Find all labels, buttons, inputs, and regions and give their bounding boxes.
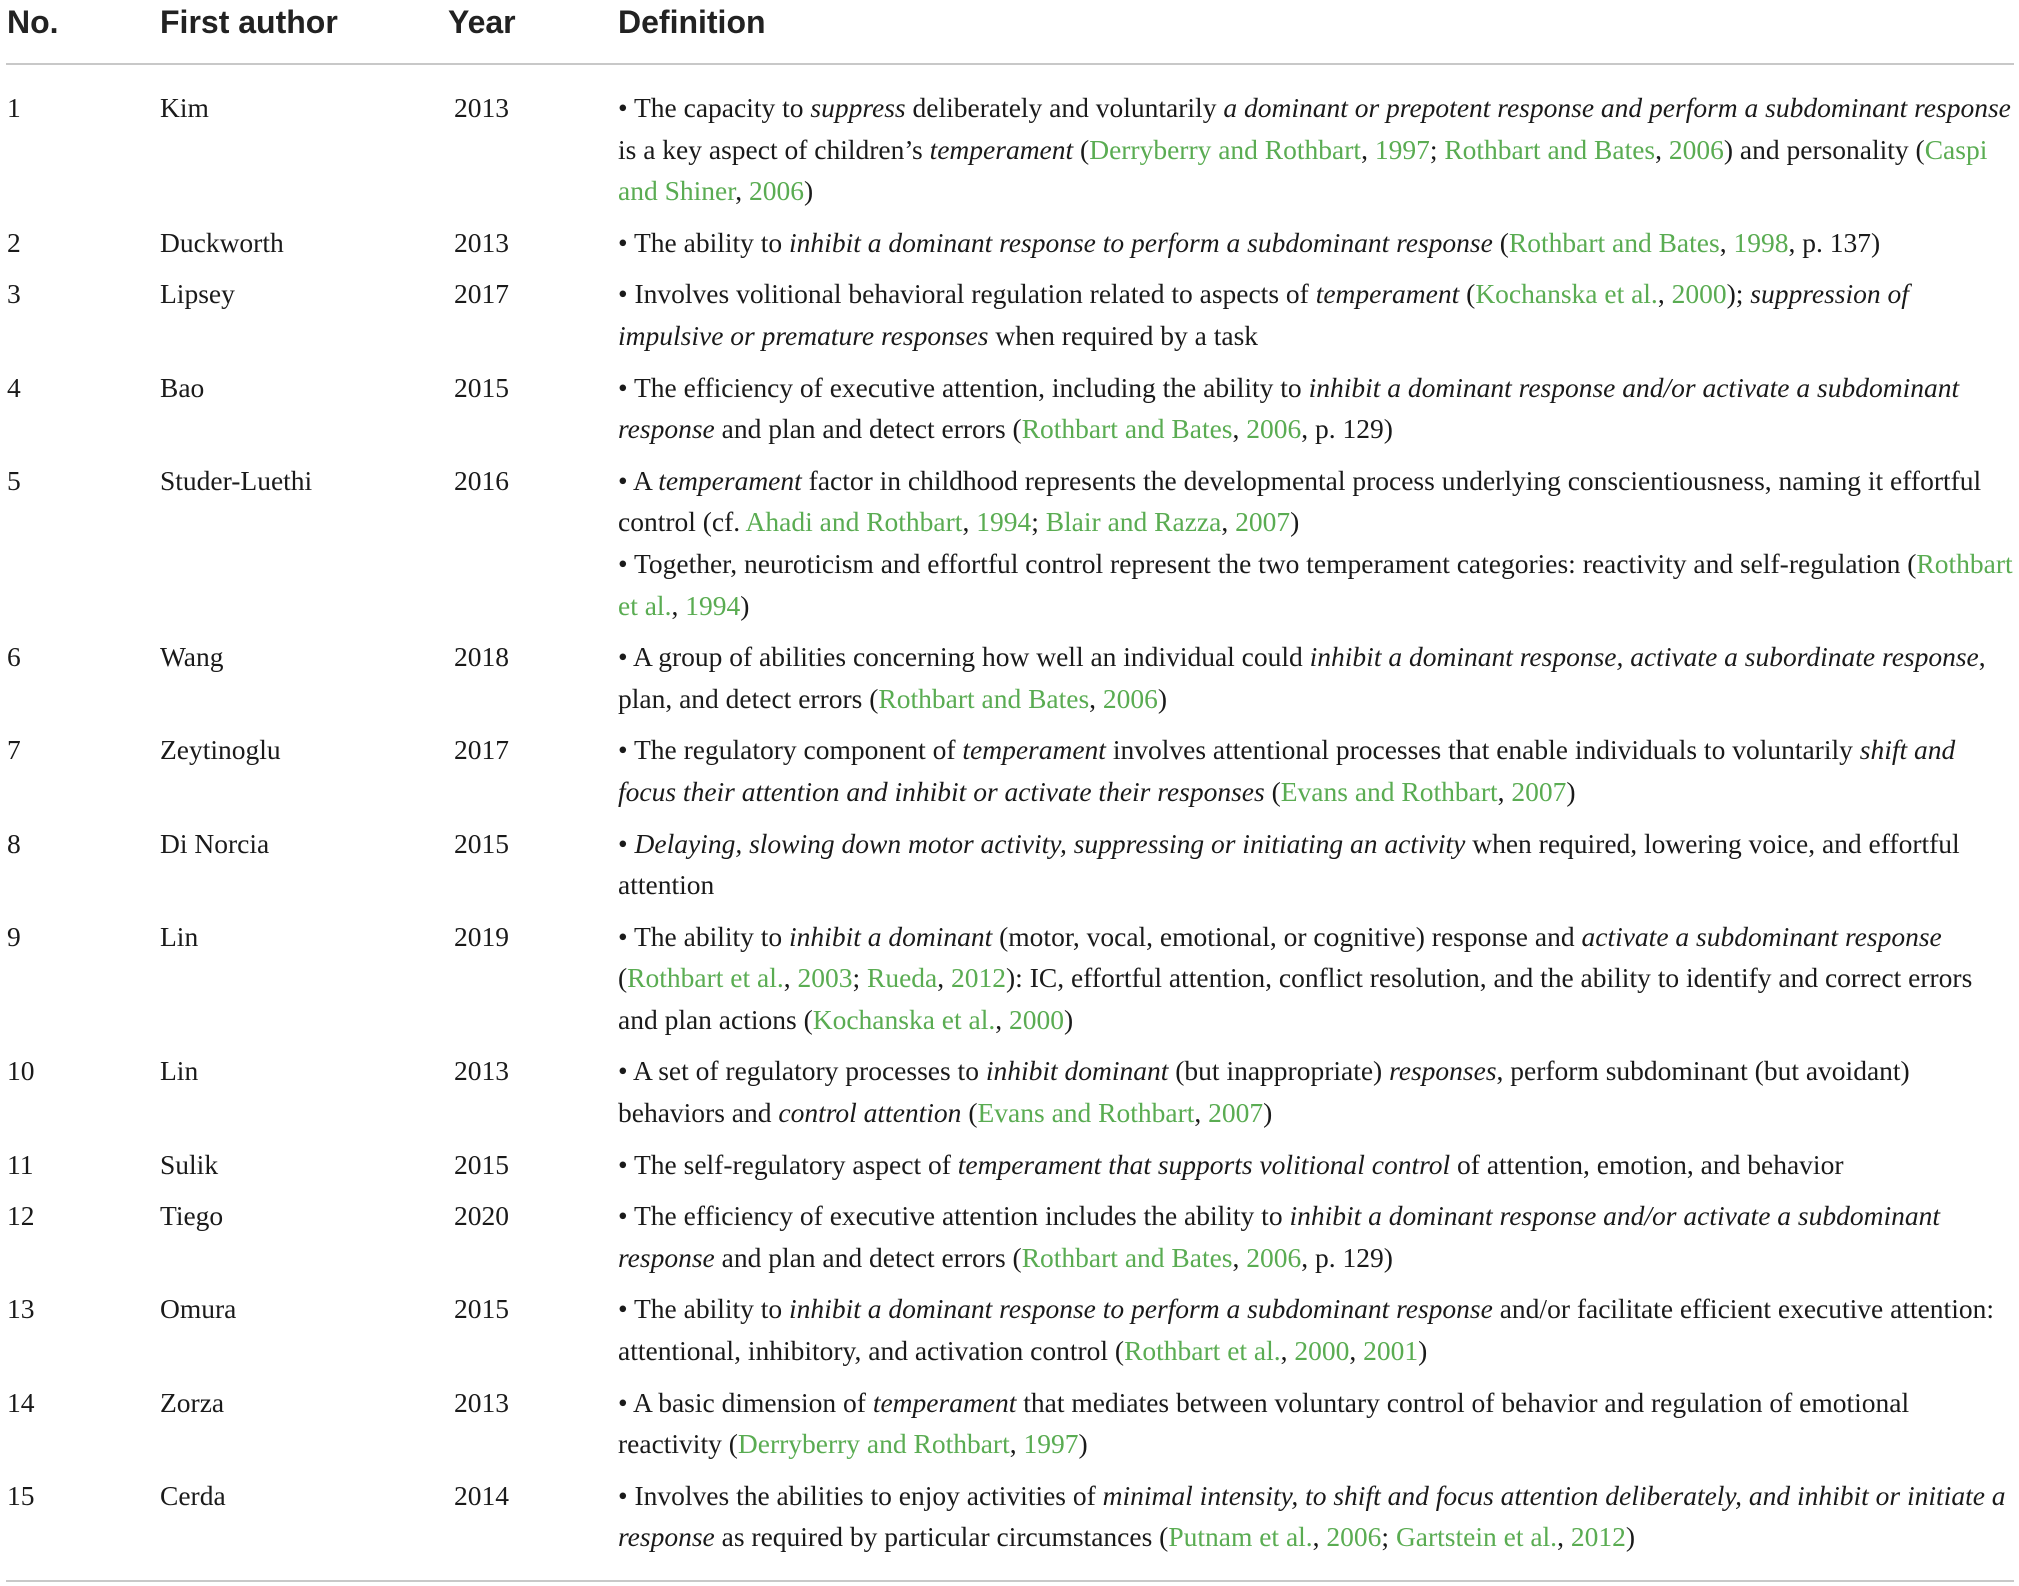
definition-text: • The ability to — [618, 226, 790, 258]
header-definition: Definition — [618, 4, 766, 40]
definition-text: , — [1280, 1335, 1295, 1367]
citation-link[interactable]: 2007 — [1208, 1097, 1264, 1129]
definition-text: ) — [740, 589, 750, 621]
definition-text: (motor, vocal, emotional, or cognitive) response and — [992, 920, 1582, 952]
definition-text: ) — [1263, 1097, 1273, 1129]
citation-link[interactable]: Rothbart et al. — [1124, 1335, 1281, 1367]
definition-text: a dominant or prepotent response and perform a subdominant response — [1223, 92, 2011, 123]
definition-text: ) — [1418, 1335, 1428, 1367]
table-body — [0, 87, 2019, 1558]
table-row — [0, 222, 2019, 264]
table-row — [0, 87, 2019, 212]
citation-link[interactable]: 2001 — [1363, 1335, 1419, 1367]
definition-text: ( — [1073, 133, 1090, 165]
definition-text: , — [1089, 682, 1103, 714]
row-number: 10 — [7, 1055, 35, 1087]
definition-text: control attention — [778, 1097, 962, 1129]
definition-text: inhibit dominant — [985, 1055, 1169, 1087]
definition-text: ) — [804, 175, 814, 207]
table-row — [0, 729, 2019, 812]
definition-text: , perform subdominant (but avoidant) behaviors and — [618, 1055, 1910, 1129]
definition-paragraph — [618, 222, 2014, 264]
definition-paragraph — [618, 273, 2014, 356]
definition-text: is a key aspect of children’s — [618, 133, 930, 165]
citation-link[interactable]: 1997 — [1374, 133, 1430, 165]
definition-paragraph — [618, 729, 2014, 812]
citation-link[interactable]: 1994 — [685, 589, 741, 621]
table-row — [0, 273, 2019, 356]
definition-text: minimal intensity, to shift and focus attention deliberately, and inhibit or initiate a response — [618, 1479, 2006, 1553]
definition-text: ; — [1031, 506, 1046, 538]
definition-text: • Together, neuroticism and effortful control represent the two temperament categories: reactivity and self-regulation ( — [618, 547, 1917, 579]
row-number: 14 — [7, 1386, 35, 1418]
citation-link[interactable]: 2012 — [1570, 1521, 1626, 1553]
citation-link[interactable]: 2006 — [1668, 133, 1724, 165]
definition-text: , — [1194, 1097, 1209, 1129]
definition-text: factor in childhood represents the developmental process underlying conscientiousness, naming it effortful control (cf. — [618, 464, 1982, 538]
definition-text: temperament — [1315, 278, 1460, 310]
row-number: 8 — [7, 827, 21, 859]
citation-link[interactable]: 2007 — [1235, 506, 1291, 538]
definition-text: , — [1655, 133, 1669, 165]
first-author-cell: Omura — [160, 1293, 237, 1325]
first-author-cell: Zeytinoglu — [160, 734, 281, 766]
definition-cell — [618, 87, 2014, 212]
table-row — [0, 636, 2019, 719]
row-number: 15 — [7, 1479, 35, 1511]
definition-text: ; — [1381, 1521, 1396, 1553]
definition-text: , — [1232, 1241, 1247, 1273]
citation-link[interactable]: Evans and Rothbart — [977, 1097, 1195, 1129]
definition-text: responses — [1389, 1055, 1497, 1087]
definition-text: ); — [1726, 278, 1751, 310]
definition-text: ( — [961, 1097, 978, 1129]
year-cell: 2020 — [454, 1200, 509, 1232]
definition-text: , — [937, 962, 952, 994]
definition-cell — [618, 1050, 2014, 1133]
definition-paragraph — [618, 543, 2014, 626]
year-cell: 2014 — [454, 1479, 509, 1511]
definition-text: , — [1719, 226, 1734, 258]
definition-text: deliberately and voluntarily — [905, 92, 1224, 123]
citation-link[interactable]: Caspi and Shiner — [618, 133, 1988, 207]
definition-paragraph — [618, 1195, 2014, 1278]
definition-text: inhibit a dominant response and/or activate a subdominant response — [618, 371, 1960, 445]
definition-cell — [618, 367, 2014, 450]
row-number: 4 — [7, 371, 21, 403]
definition-text: Delaying, slowing down motor activity, suppressing or initiating an activity — [634, 827, 1466, 859]
year-cell: 2015 — [454, 827, 509, 859]
definition-text: involves attentional processes that enable individuals to voluntarily — [1105, 734, 1860, 766]
definition-text: , — [1009, 1428, 1024, 1460]
year-cell: 2013 — [454, 1055, 509, 1087]
row-number: 9 — [7, 920, 21, 952]
definition-text: when required by a task — [988, 319, 1259, 351]
first-author-cell: Wang — [160, 641, 224, 673]
definition-text: (but inappropriate) — [1168, 1055, 1390, 1087]
definition-text: ( — [618, 962, 628, 994]
row-number: 5 — [7, 464, 21, 496]
definition-text: inhibit a dominant response and/or activate a subdominant response — [618, 1200, 1940, 1273]
table-row — [0, 367, 2019, 450]
citation-link[interactable]: 2007 — [1511, 775, 1567, 807]
definition-text: • — [618, 827, 635, 859]
definition-text: , — [1497, 775, 1512, 807]
row-number: 13 — [7, 1293, 35, 1325]
definition-text: • A basic dimension of — [618, 1386, 873, 1418]
citation-link[interactable]: 2012 — [951, 962, 1007, 994]
year-cell: 2019 — [454, 920, 509, 952]
definition-text: • A group of abilities concerning how well an individual could — [618, 641, 1310, 673]
definition-text: , — [1312, 1521, 1327, 1553]
table-row — [0, 1195, 2019, 1278]
definition-text: ) — [1290, 506, 1300, 538]
definition-paragraph — [618, 1288, 2014, 1371]
definition-text: temperament — [929, 133, 1074, 165]
definition-cell — [618, 1475, 2014, 1558]
first-author-cell: Kim — [160, 92, 209, 123]
citation-link[interactable]: 2006 — [1326, 1521, 1382, 1553]
first-author-cell: Lipsey — [160, 278, 235, 310]
citation-link[interactable]: Blair and Razza — [1045, 506, 1222, 538]
definition-cell — [618, 636, 2014, 719]
definition-paragraph — [618, 87, 2014, 212]
first-author-cell: Duckworth — [160, 226, 284, 258]
definition-text: ) and personality ( — [1723, 133, 1925, 165]
citation-link[interactable]: Rothbart et al. — [627, 962, 784, 994]
definition-text: and plan and detect errors ( — [714, 413, 1022, 445]
definition-paragraph — [618, 823, 2014, 906]
citation-link[interactable]: Derryberry and Rothbart — [1089, 133, 1362, 165]
definition-paragraph — [618, 367, 2014, 450]
citation-link[interactable]: Ahadi and Rothbart — [745, 506, 963, 538]
definition-text: ; — [852, 962, 867, 994]
year-cell: 2016 — [454, 464, 509, 496]
definition-text: , — [1221, 506, 1236, 538]
definition-text: • The capacity to — [618, 92, 811, 123]
header-rule — [6, 63, 2014, 65]
citation-link[interactable]: Rothbart and Bates — [1021, 1241, 1233, 1273]
definition-text: • The ability to — [618, 920, 790, 952]
year-cell: 2013 — [454, 92, 509, 123]
definition-text: , p. 129) — [1301, 413, 1393, 445]
definition-text: that mediates between voluntary control of behavior and regulation of emotional reactivity ( — [618, 1386, 1910, 1460]
definition-text: temperament — [962, 734, 1106, 766]
table-row — [0, 916, 2019, 1041]
definition-text: • A — [618, 464, 659, 496]
definition-cell — [618, 1382, 2014, 1465]
citation-link[interactable]: Kochanska et al. — [812, 1003, 996, 1035]
definition-text: , — [671, 589, 686, 621]
year-cell: 2017 — [454, 734, 509, 766]
table-row — [0, 1382, 2019, 1465]
year-cell: 2015 — [454, 371, 509, 403]
definition-text: inhibit a dominant response, activate a subordinate response — [1309, 641, 1979, 673]
definition-text: as required by particular circumstances ( — [714, 1521, 1169, 1553]
row-number: 12 — [7, 1200, 35, 1232]
definition-text: • The self-regulatory aspect of — [618, 1148, 958, 1180]
row-number: 11 — [7, 1148, 34, 1180]
definition-text: and/or facilitate efficient executive attention: attentional, inhibitory, and activation control ( — [618, 1293, 1994, 1367]
definition-text: ; — [1429, 133, 1445, 165]
citation-link[interactable]: 1994 — [976, 506, 1032, 538]
definition-text: , — [1657, 278, 1672, 310]
definition-text: ) — [1063, 1003, 1074, 1035]
definition-cell — [618, 729, 2014, 812]
first-author-cell: Lin — [160, 1055, 199, 1087]
definition-text: shift and focus their attention and inhibit or activate their responses — [618, 734, 1956, 807]
row-number: 1 — [7, 92, 21, 123]
definition-text: temperament — [658, 464, 802, 496]
header-no: No. — [7, 4, 59, 40]
definition-text: ) — [1078, 1428, 1088, 1460]
row-number: 2 — [7, 226, 21, 258]
table-row — [0, 1288, 2019, 1371]
first-author-cell: Tiego — [160, 1200, 224, 1232]
first-author-cell: Bao — [160, 371, 205, 403]
definition-text: , p. 129) — [1301, 1241, 1393, 1273]
definition-text: and plan and detect errors ( — [714, 1241, 1022, 1273]
citation-link[interactable]: Gartstein et al. — [1395, 1521, 1558, 1553]
header-year: Year — [448, 4, 516, 40]
definition-text: , — [1349, 1335, 1364, 1367]
citation-link[interactable]: Evans and Rothbart — [1280, 775, 1498, 807]
definition-text: , — [1557, 1521, 1571, 1553]
definition-text: , p. 137) — [1788, 226, 1881, 258]
definition-text: inhibit a dominant response to perform a subdominant response — [789, 226, 1493, 258]
first-author-cell: Cerda — [160, 1479, 226, 1511]
definition-text: , — [1361, 133, 1375, 165]
citation-link[interactable]: Rueda — [867, 962, 938, 994]
definition-text: temperament — [872, 1386, 1017, 1418]
definition-text: ( — [1264, 775, 1281, 807]
definition-paragraph — [618, 1475, 2014, 1558]
citation-link[interactable]: Rothbart and Bates — [1444, 133, 1656, 165]
definition-text: inhibit a dominant response to perform a subdominant response — [789, 1293, 1493, 1325]
row-number: 7 — [7, 734, 21, 766]
definition-text: temperament that supports volitional control — [957, 1148, 1451, 1180]
definition-text: , — [995, 1003, 1009, 1035]
year-cell: 2017 — [454, 278, 509, 310]
header-first-author: First author — [160, 4, 338, 40]
first-author-cell: Sulik — [160, 1148, 219, 1180]
definition-paragraph — [618, 460, 2014, 543]
year-cell: 2013 — [454, 226, 509, 258]
citation-link[interactable]: 1998 — [1733, 226, 1789, 258]
year-cell: 2013 — [454, 1386, 509, 1418]
citation-link[interactable]: 2003 — [797, 962, 853, 994]
year-cell: 2015 — [454, 1293, 509, 1325]
definition-cell — [618, 1144, 2014, 1186]
definition-text: • The efficiency of executive attention, including the ability to — [618, 371, 1309, 403]
citation-link[interactable]: 2006 — [1246, 413, 1302, 445]
definition-paragraph — [618, 916, 2014, 1041]
definition-text: , — [1232, 413, 1247, 445]
definition-cell — [618, 460, 2014, 626]
definition-text: ) — [1566, 775, 1576, 807]
first-author-cell: Studer-Luethi — [160, 464, 313, 496]
citation-link[interactable]: Rothbart and Bates — [1508, 226, 1720, 258]
table-row — [0, 1144, 2019, 1186]
year-cell: 2018 — [454, 641, 509, 673]
citation-link[interactable]: Rothbart and Bates — [1021, 413, 1233, 445]
definition-cell — [618, 916, 2014, 1041]
definition-paragraph — [618, 636, 2014, 719]
citation-link[interactable]: Kochanska et al. — [1475, 278, 1658, 310]
citation-link[interactable]: 1997 — [1023, 1428, 1079, 1460]
definition-text: suppression of impulsive or premature responses — [618, 278, 1909, 351]
citation-link[interactable]: Rothbart and Bates — [878, 682, 1090, 714]
citation-link[interactable]: 2000 — [1671, 278, 1727, 310]
definition-text: , — [783, 962, 798, 994]
definition-cell — [618, 1195, 2014, 1278]
table-row — [0, 460, 2019, 626]
definition-paragraph — [618, 1050, 2014, 1133]
definition-text: activate a subdominant response — [1581, 920, 1942, 952]
definition-text: ( — [1459, 278, 1476, 310]
citation-link[interactable]: Putnam et al. — [1168, 1521, 1313, 1553]
definition-text: ): IC, effortful attention, conflict resolution, and the ability to identify and correct errors and plan actions ( — [618, 962, 1973, 1035]
definition-text: , — [735, 175, 750, 207]
table-row — [0, 1050, 2019, 1133]
first-author-cell: Zorza — [160, 1386, 225, 1418]
citation-link[interactable]: 2006 — [1102, 682, 1158, 714]
definition-text: • A set of regulatory processes to — [618, 1055, 986, 1087]
definition-cell — [618, 222, 2014, 264]
citation-link[interactable]: 2000 — [1008, 1003, 1064, 1035]
definition-cell — [618, 273, 2014, 356]
definition-text: inhibit a dominant — [789, 920, 993, 952]
definition-cell — [618, 1288, 2014, 1371]
definition-text: of attention, emotion, and behavior — [1450, 1148, 1844, 1180]
bottom-rule — [6, 1580, 2014, 1582]
definition-text: , — [962, 506, 977, 538]
definition-text: suppress — [810, 92, 906, 123]
citation-link[interactable]: 2000 — [1294, 1335, 1350, 1367]
first-author-cell: Lin — [160, 920, 199, 952]
definition-text: ) — [1157, 682, 1168, 714]
citation-link[interactable]: 2006 — [749, 175, 805, 207]
first-author-cell: Di Norcia — [160, 827, 270, 859]
definition-text: • The ability to — [618, 1293, 790, 1325]
definition-cell — [618, 823, 2014, 906]
definition-text: • The efficiency of executive attention includes the ability to — [618, 1200, 1290, 1232]
definition-text: ( — [1492, 226, 1509, 258]
table-row — [0, 823, 2019, 906]
definition-text: • The regulatory component of — [618, 734, 963, 766]
table-row — [0, 1475, 2019, 1558]
year-cell: 2015 — [454, 1148, 509, 1180]
definition-text: , plan, and detect errors ( — [618, 641, 1986, 714]
citation-link[interactable]: Derryberry and Rothbart — [737, 1428, 1010, 1460]
definition-paragraph — [618, 1382, 2014, 1465]
citation-link[interactable]: 2006 — [1246, 1241, 1302, 1273]
definition-text: • Involves volitional behavioral regulation related to aspects of — [618, 278, 1316, 310]
definition-text: when required, lowering voice, and effortful attention — [618, 827, 1960, 901]
row-number: 6 — [7, 641, 21, 673]
definition-paragraph — [618, 1144, 2014, 1186]
definition-text: ) — [1625, 1521, 1635, 1553]
row-number: 3 — [7, 278, 21, 310]
citation-link[interactable]: Rothbart et al. — [618, 547, 2013, 621]
definition-text: • Involves the abilities to enjoy activities of — [618, 1479, 1103, 1511]
